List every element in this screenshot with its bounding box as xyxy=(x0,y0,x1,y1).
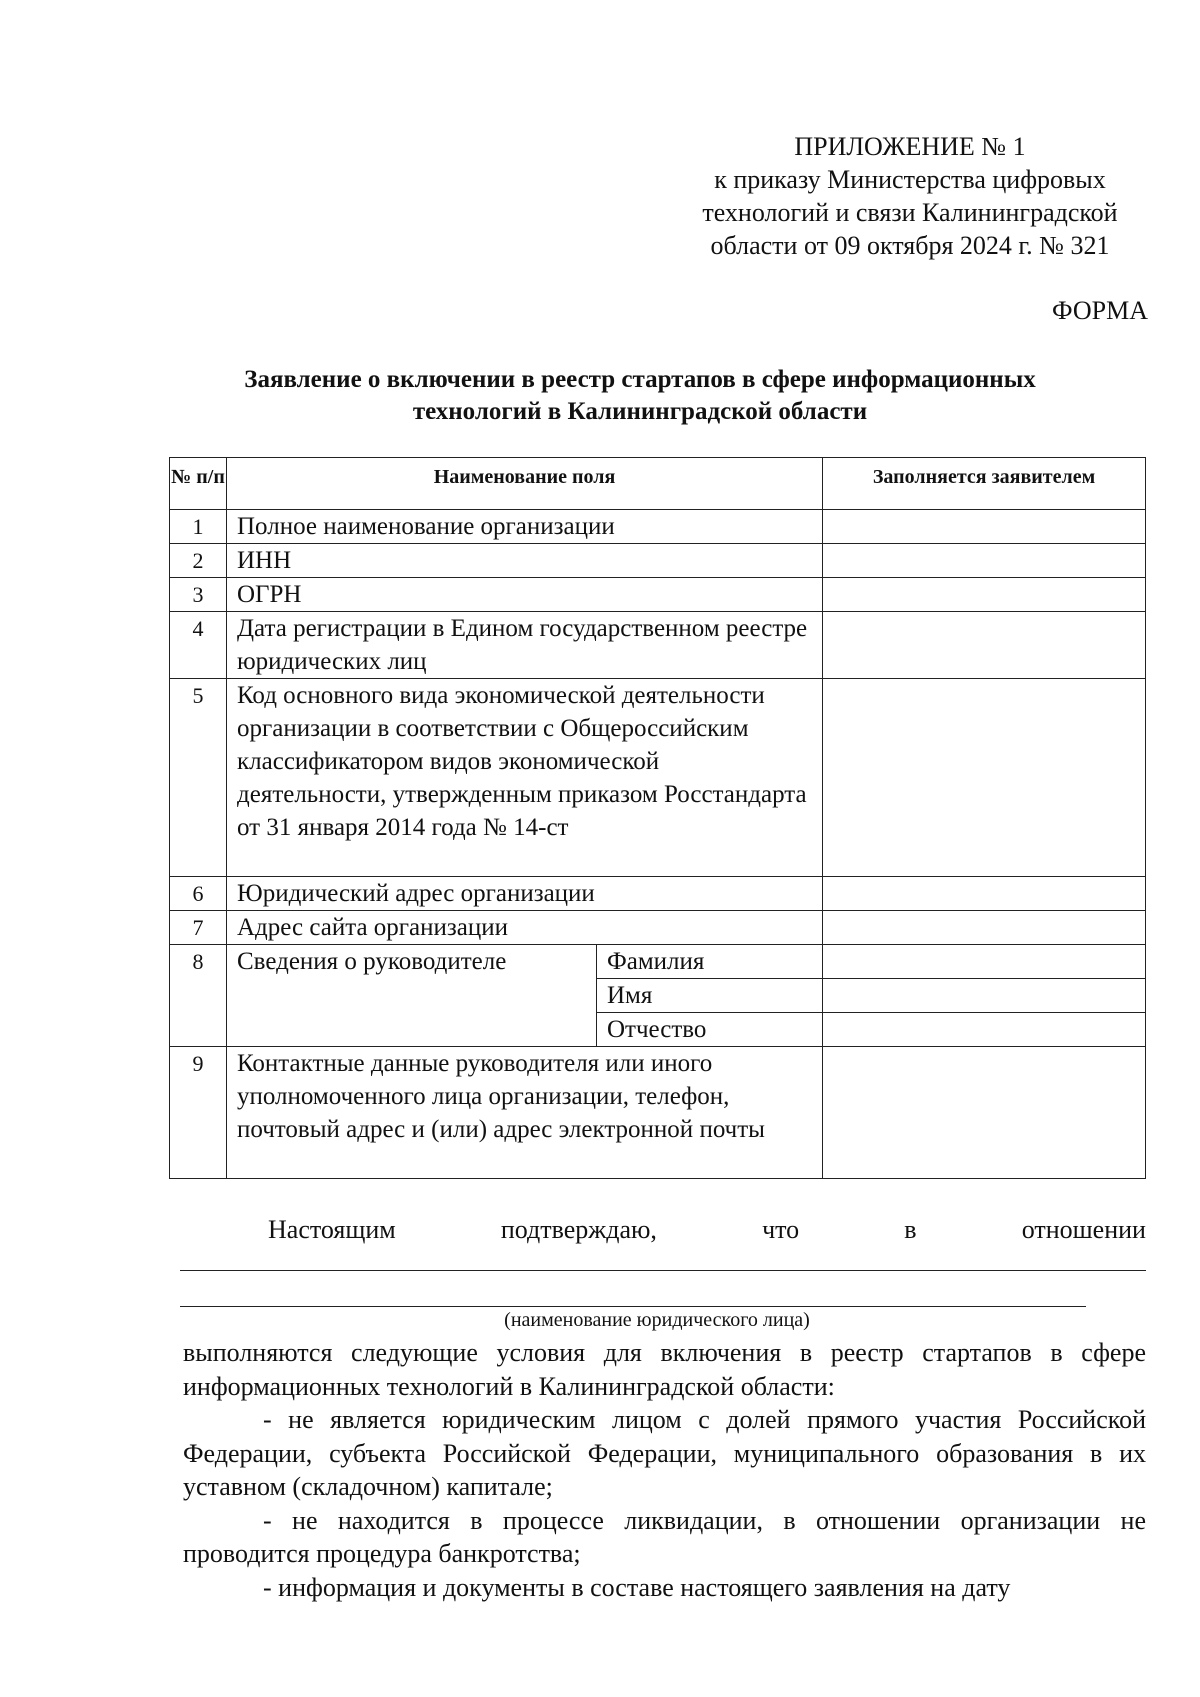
row-field-name: Полное наименование организации xyxy=(227,510,823,544)
row-number: 8 xyxy=(170,945,227,1047)
confirm-word: в xyxy=(904,1215,917,1244)
table-row xyxy=(170,612,1146,679)
subfield-name: Имя xyxy=(597,979,823,1013)
row-number: 2 xyxy=(170,544,227,578)
value-cell[interactable] xyxy=(823,911,1146,945)
confirm-word: Настоящим xyxy=(268,1215,396,1244)
row-field-name: Юридический адрес организации xyxy=(227,877,823,911)
value-cell[interactable] xyxy=(823,612,1146,679)
conditions-text xyxy=(183,1336,1146,1604)
table-row xyxy=(170,945,1146,979)
confirm-word: что xyxy=(762,1215,800,1244)
column-header-field: Наименование поля xyxy=(227,458,823,510)
row-number: 5 xyxy=(170,679,227,877)
forma-label: ФОРМА xyxy=(1052,296,1148,325)
value-cell[interactable] xyxy=(823,1047,1146,1179)
row-number: 9 xyxy=(170,1047,227,1179)
application-form-table xyxy=(169,457,1146,1179)
value-cell[interactable] xyxy=(823,679,1146,877)
subfield-patronymic: Отчество xyxy=(597,1013,823,1047)
row-number: 6 xyxy=(170,877,227,911)
table-row xyxy=(170,1047,1146,1179)
paragraph: выполняются следующие условия для включения в реестр стартапов в сфере информационных технологий в Калининградской области: xyxy=(183,1338,1146,1401)
paragraph: - не находится в процессе ликвидации, в отношении организации не проводится процедура банкротства; xyxy=(183,1505,1146,1568)
row-number: 7 xyxy=(170,911,227,945)
value-cell[interactable] xyxy=(823,945,1146,979)
row-field-name: ИНН xyxy=(227,544,823,578)
appendix-order-line: к приказу Министерства цифровых xyxy=(714,165,1106,194)
row-number: 3 xyxy=(170,578,227,612)
table-row xyxy=(170,679,1146,877)
table-header-row xyxy=(170,458,1146,510)
row-number: 4 xyxy=(170,612,227,679)
appendix-header xyxy=(660,130,1160,262)
table-row xyxy=(170,578,1146,612)
table-row xyxy=(170,510,1146,544)
value-cell[interactable] xyxy=(823,1013,1146,1047)
confirm-word: отношении xyxy=(1021,1215,1146,1244)
title-line: технологий в Калининградской области xyxy=(412,398,868,425)
table-row xyxy=(170,911,1146,945)
subfield-surname: Фамилия xyxy=(597,945,823,979)
column-header-number: № п/п xyxy=(170,458,227,510)
row-field-name: Код основного вида экономической деятельности организации в соответствии с Общероссийским классификатором видов экономической деятельности, утвержденным приказом Росстандарта от 31 января 2014 года № 14-ст xyxy=(227,679,823,877)
paragraph: - не является юридическим лицом с долей прямого участия Российской Федерации, субъекта Российской Федерации, муниципального образования в их уставном (складочном) капитале; xyxy=(183,1405,1146,1501)
confirmation-line xyxy=(268,1214,1146,1246)
fill-in-line[interactable] xyxy=(180,1306,1086,1307)
value-cell[interactable] xyxy=(823,877,1146,911)
row-field-name: Контактные данные руководителя или иного уполномоченного лица организации, телефон, почтовый адрес и (или) адрес электронной почты xyxy=(227,1047,823,1179)
document-title xyxy=(170,364,1110,428)
paragraph: - информация и документы в составе настоящего заявления на дату xyxy=(263,1572,1011,1602)
row-field-name: Сведения о руководителе xyxy=(227,945,597,1047)
table-row xyxy=(170,877,1146,911)
confirm-word: подтверждаю, xyxy=(500,1215,657,1244)
fill-in-caption: (наименование юридического лица) xyxy=(504,1309,810,1331)
title-line: Заявление о включении в реестр стартапов в сфере информационных xyxy=(244,366,1036,393)
appendix-number: ПРИЛОЖЕНИЕ № 1 xyxy=(794,132,1026,161)
value-cell[interactable] xyxy=(823,979,1146,1013)
column-header-value: Заполняется заявителем xyxy=(823,458,1146,510)
fill-in-line[interactable] xyxy=(180,1270,1146,1271)
appendix-order-line: области от 09 октября 2024 г. № 321 xyxy=(710,231,1110,260)
table-row xyxy=(170,544,1146,578)
row-number: 1 xyxy=(170,510,227,544)
value-cell[interactable] xyxy=(823,544,1146,578)
appendix-order-line: технологий и связи Калининградской xyxy=(702,198,1118,227)
value-cell[interactable] xyxy=(823,578,1146,612)
value-cell[interactable] xyxy=(823,510,1146,544)
row-field-name: ОГРН xyxy=(227,578,823,612)
row-field-name: Дата регистрации в Едином государственном реестре юридических лиц xyxy=(227,612,823,679)
row-field-name: Адрес сайта организации xyxy=(227,911,823,945)
